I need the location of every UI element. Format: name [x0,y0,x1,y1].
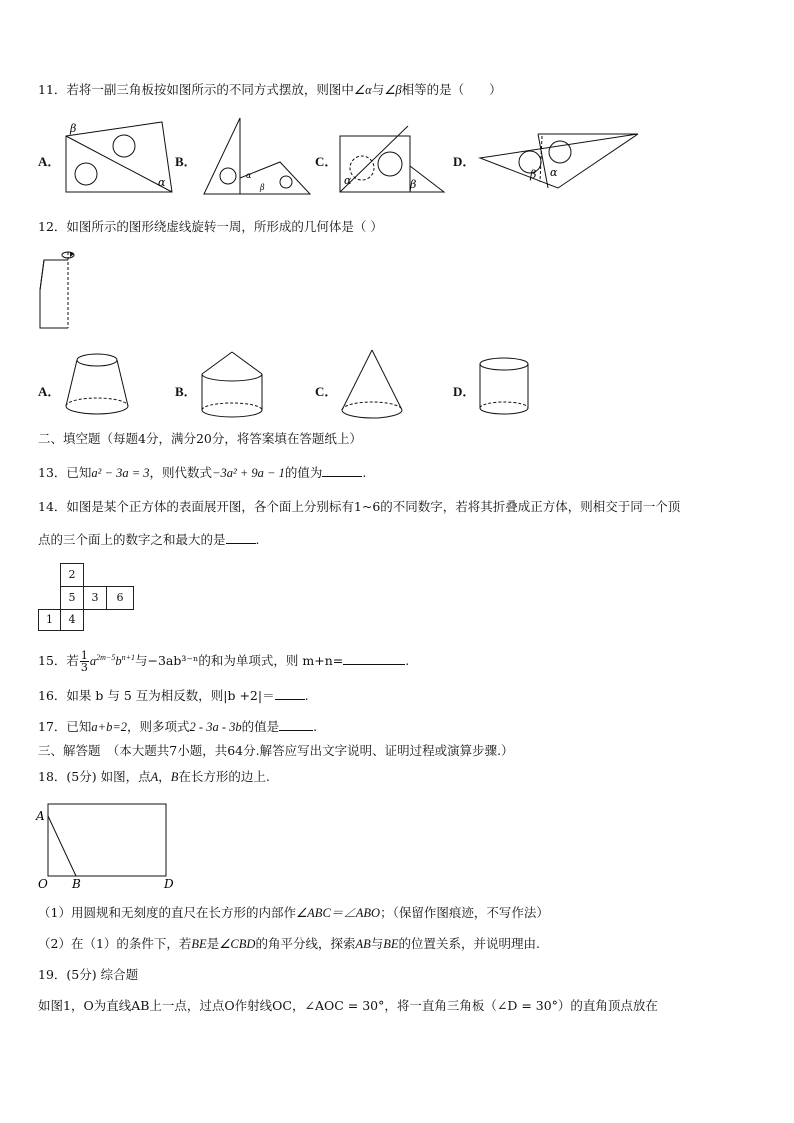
q11b-beta-label: β [260,183,265,192]
section-solutions-heading: 三、解答题 （本大题共7小题，共64分.解答应写出文字说明、证明过程或演算步骤.） [38,743,514,758]
q18-ab: AB [355,937,371,951]
q12-option-b[interactable]: B． [175,384,197,399]
q15-base-a: a [89,654,97,669]
q17-end: . [313,719,318,734]
q11-number: 11． [38,82,67,97]
q13-mid: ，则代数式 [149,465,213,480]
q18-part1 [38,905,549,921]
q11-stem [38,82,502,98]
q11a-alpha-label: α [158,176,166,189]
q11c-beta-label: β [410,178,417,191]
q15-pre: 15．若 [38,653,79,669]
q16-end: . [304,688,309,703]
section-fill-in-heading: 二、填空题（每题4分，满分20分，将答案填在答题纸上） [38,431,362,446]
q16-stem [38,687,309,704]
q13-expression: −3a² + 9a − 1 [212,466,285,480]
q18-part1-expr: ∠ABC＝∠ABO [295,906,381,920]
label-a: A [36,809,45,823]
q11-tail: 相等的是（ ） [401,82,502,97]
q14-end: . [255,532,260,547]
q11-figure-a [62,118,182,196]
q11-option-a[interactable]: A． [38,154,61,169]
q17-post: 的值是 [241,719,280,734]
q14-line2 [38,531,260,548]
q11-alpha: ∠α [353,83,372,97]
net-cell: 1 [38,609,61,631]
label-d: D [164,877,174,891]
q18-point-a: A [150,770,159,784]
q11-text: 若将一副三角板按如图所示的不同方式摆放，则图中 [66,82,354,97]
q12-figure-c-cone [338,348,406,424]
q13-stem [38,464,366,481]
label-o: O [38,877,48,891]
q15-base-b: b [115,654,122,669]
q18-part1-post: ；（保留作图痕迹，不写作法） [380,905,549,920]
label-b: B [72,877,81,891]
q18-pre: 18．(5分) 如图，点 [38,769,151,784]
q15-exp-a: 2m−5 [96,653,116,662]
q17-answer-blank[interactable] [279,718,313,731]
q11-beta: ∠β [384,83,402,97]
q13-end: . [362,465,367,480]
q11c-alpha-label: α [344,174,352,187]
q16-text: 16．如果 b 与 5 互为相反数，则|b +2|＝ [38,688,275,703]
q18-rectangle-figure [36,800,186,892]
q11-figure-d [478,128,646,192]
q15-exp-b: n+1 [121,653,135,662]
q13-condition: a² − 3a = 3 [91,466,150,480]
q15-fraction [80,650,89,673]
q11d-beta-label: β [530,168,537,181]
q15-answer-blank[interactable] [343,652,405,665]
q12-figure-b-cone-cylinder [198,350,266,422]
q18-part2-mid2: 的角平分线，探索 [255,936,356,951]
q17-condition: a+b=2 [91,720,128,734]
q18-cbd: ∠CBD [219,937,256,951]
q15-stem [38,646,409,673]
q11a-beta-label: β [70,122,77,135]
q11-figure-c [338,124,450,196]
q11b-alpha-label: α [246,171,252,180]
q17-stem [38,718,317,735]
q11-mid: 与 [371,82,385,97]
q18-point-b: B [170,770,179,784]
q18-be2: BE [383,937,399,951]
q11-option-c[interactable]: C． [315,154,338,169]
q16-answer-blank[interactable] [275,687,305,700]
net-cell: 3 [83,586,107,610]
q19-line: 如图1，O为直线AB上一点，过点O作射线OC，∠AOC = 30°，将一直角三角板（∠D = 30°）的直角顶点放在 [38,998,658,1013]
q17-expression: 2 - 3a - 3b [189,720,242,734]
q18-part2-pre: （2）在（1）的条件下，若 [38,936,192,951]
q18-post: 在长方形的边上. [178,769,270,784]
q18-stem [38,769,270,785]
q12-option-d[interactable]: D． [453,384,476,399]
q12-figure-a-frustum [62,352,132,418]
q14-answer-blank[interactable] [226,531,256,544]
q18-comma: ， [158,769,171,784]
q15-frac-num: 1 [80,649,88,663]
q11-option-d[interactable]: D． [453,154,476,169]
q13-answer-blank[interactable] [322,464,362,477]
q18-part2-mid3: 与 [370,936,384,951]
q14-line1: 14．如图是某个正方体的表面展开图，各个面上分别标有1~6的不同数字，若将其折叠成正方体，则相交于同一个顶 [38,499,681,514]
q12-option-a[interactable]: A． [38,384,61,399]
q12-rotation-figure [38,250,78,330]
q19-title: 19．(5分) 综合题 [38,967,139,982]
q18-part2-post: 的位置关系，并说明理由. [398,936,541,951]
net-cell: 5 [60,586,84,610]
q14-line2-text: 点的三个面上的数字之和最大的是 [38,532,226,547]
net-cell: 2 [60,563,84,587]
q15-frac-den: 3 [80,661,88,675]
q18-part2-mid: 是 [206,936,220,951]
q13-pre: 13．已知 [38,465,92,480]
q18-part1-pre: （1）用圆规和无刻度的直尺在长方形的内部作 [38,905,296,920]
q15-mid: 与−3ab³⁻ⁿ的和为单项式，则 m+n= [135,653,344,669]
q17-pre: 17．已知 [38,719,92,734]
q18-part2 [38,936,540,952]
q11-option-b[interactable]: B． [175,154,197,169]
q15-end: . [405,653,410,669]
q12-stem: 12．如图所示的图形绕虚线旋转一周，所形成的几何体是（ ） [38,219,383,234]
net-cell: 4 [60,609,84,631]
q11d-alpha-label: α [550,166,558,179]
q12-figure-d-cylinder [478,356,534,420]
q12-option-c[interactable]: C． [315,384,338,399]
net-cell: 6 [106,586,134,610]
q17-mid: ，则多项式 [127,719,190,734]
q11-figure-b [200,116,315,198]
q18-be: BE [191,937,207,951]
q13-post: 的值为 [284,465,323,480]
